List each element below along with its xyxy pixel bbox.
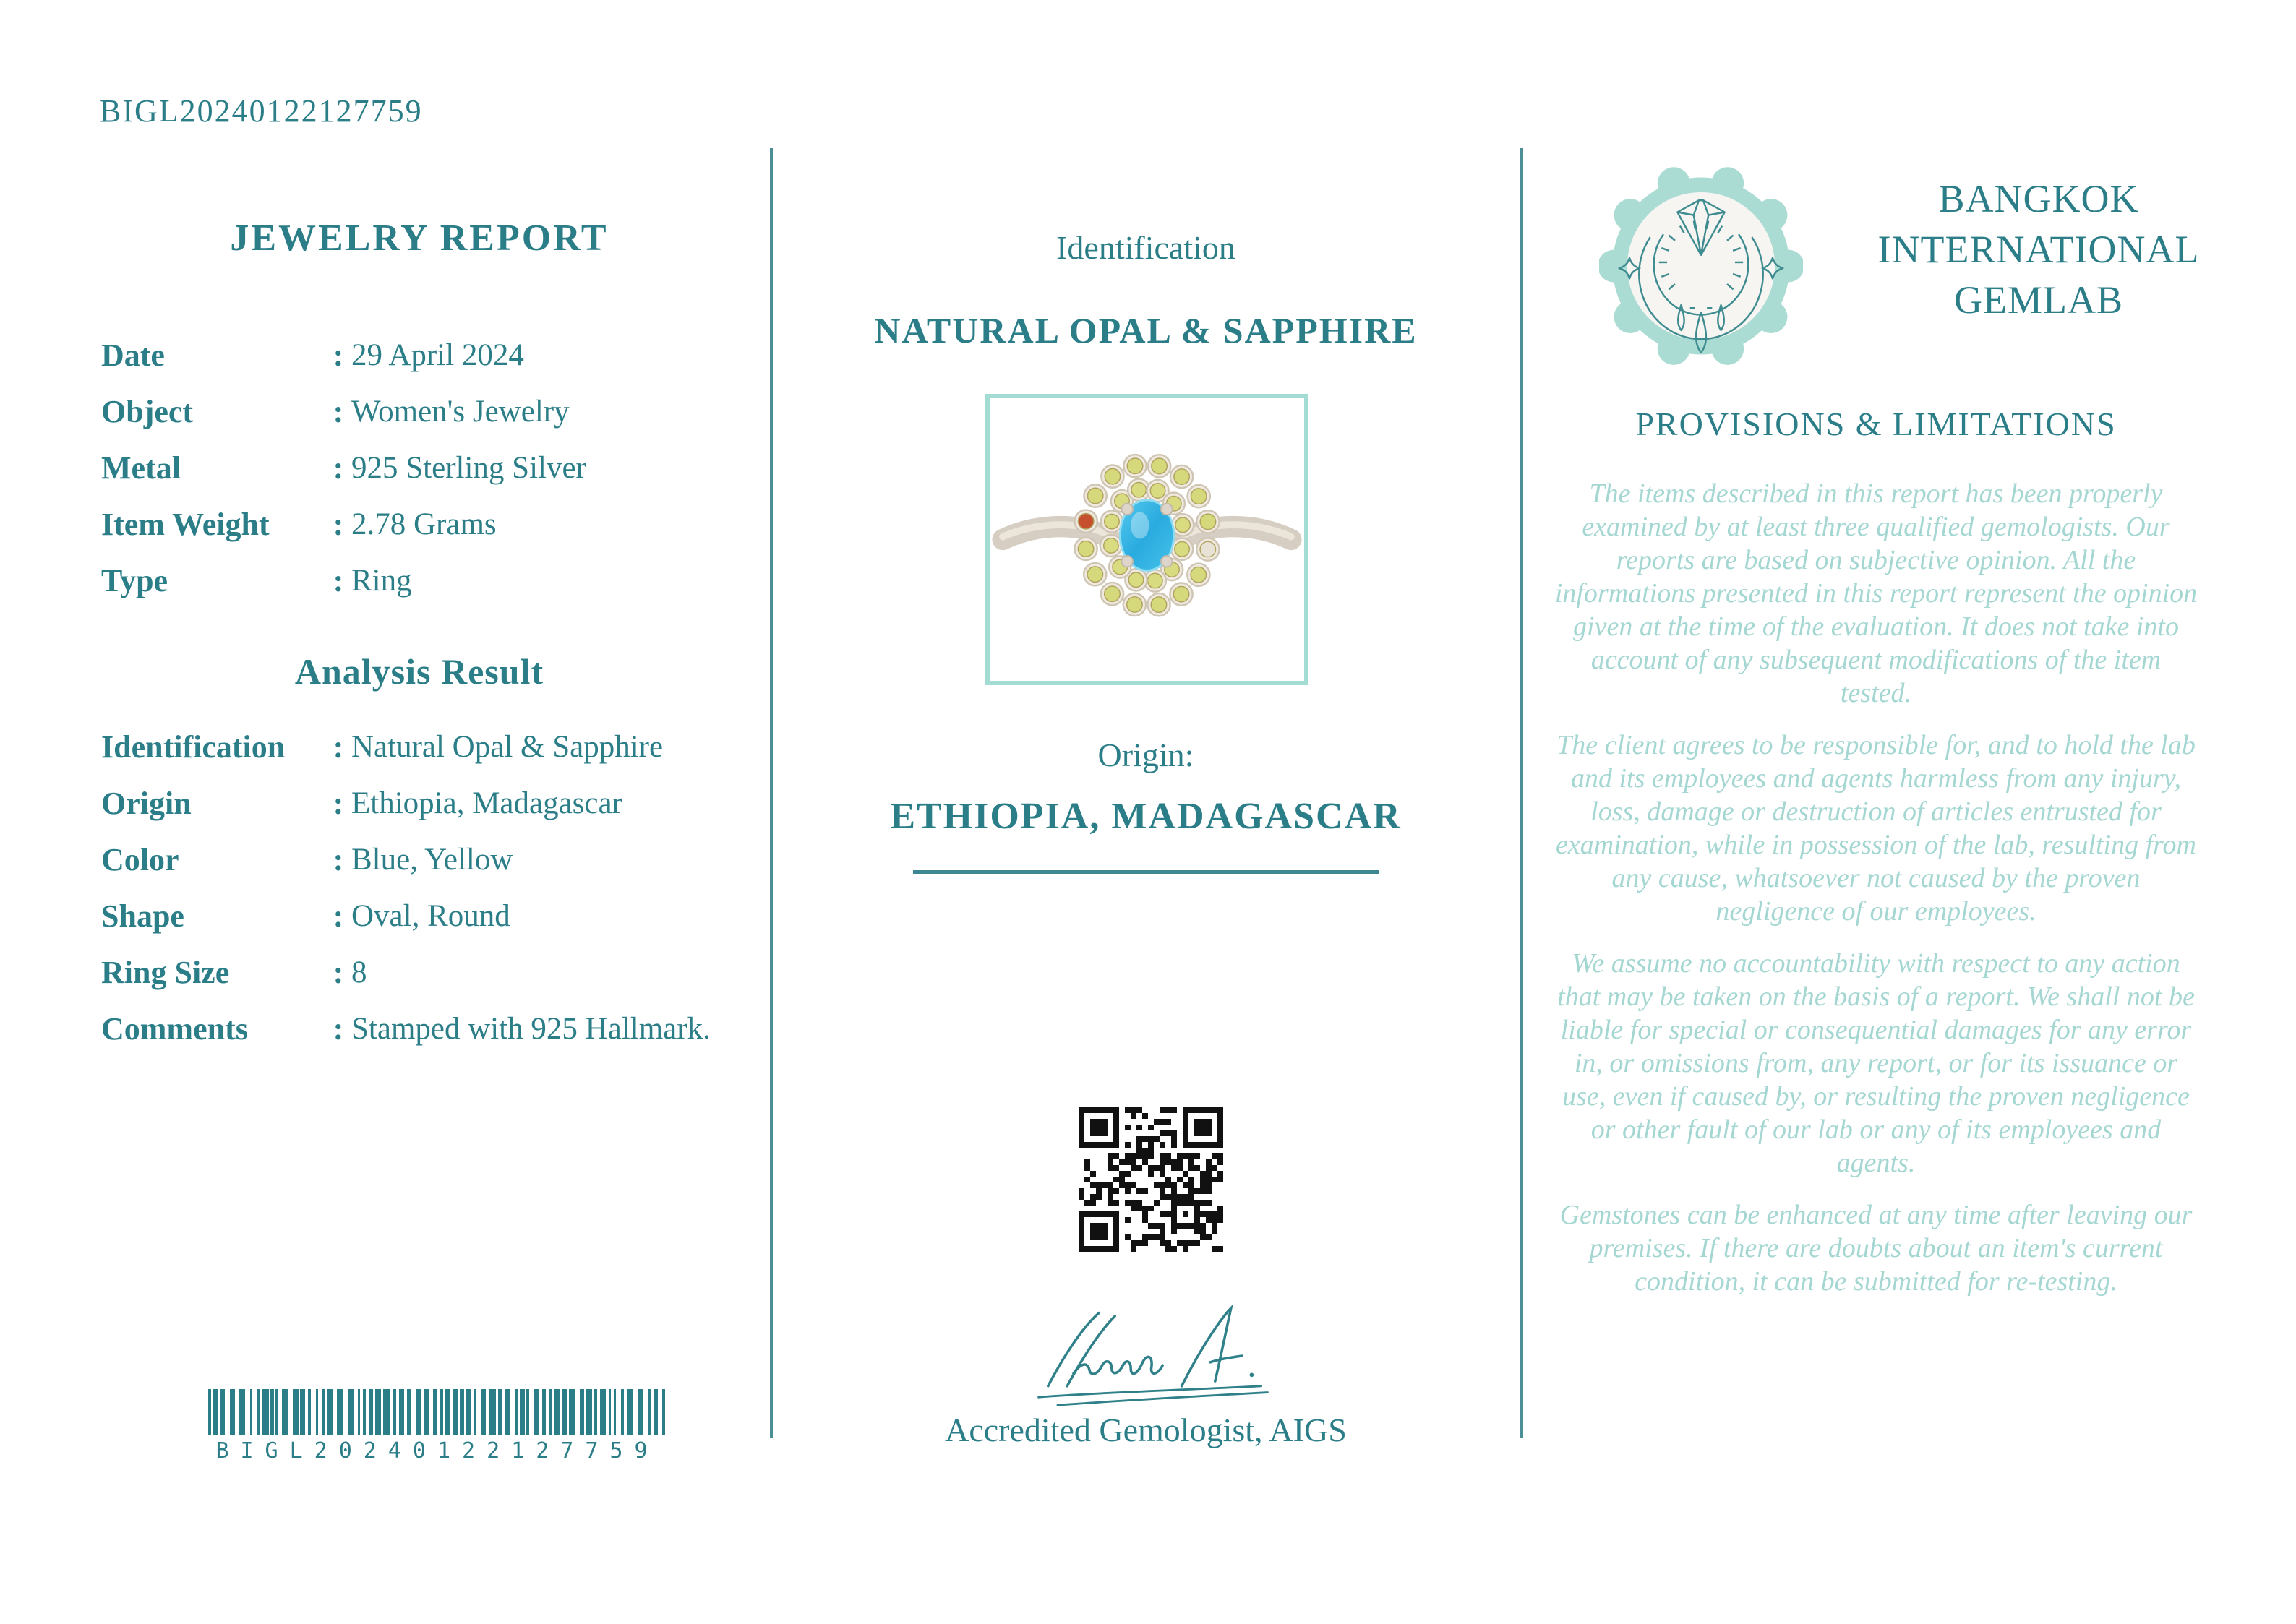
detail-label: Object [101, 394, 194, 429]
prong [1161, 504, 1173, 515]
analysis-label: Shape [101, 898, 184, 934]
detail-row [101, 340, 752, 371]
detail-value: 925 Sterling Silver [351, 451, 586, 485]
detail-row [101, 396, 752, 428]
analysis-result-title: Analysis Result [294, 651, 544, 692]
analysis-row [101, 788, 752, 820]
gem-identification: NATURAL OPAL & SAPPHIRE [874, 310, 1418, 351]
column-divider-right [1520, 148, 1523, 1438]
analysis-row [101, 957, 752, 989]
analysis-row [101, 844, 752, 876]
detail-row [101, 565, 752, 597]
lab-name-line: INTERNATIONAL [1877, 228, 2200, 271]
detail-label: Type [101, 563, 168, 598]
prong [1161, 556, 1173, 567]
colon: : [333, 786, 344, 821]
signature-scribble [994, 1292, 1312, 1412]
origin-underline [913, 870, 1379, 874]
detail-value: Women's Jewelry [351, 395, 570, 429]
analysis-value: Stamped with 925 Hallmark. [351, 1012, 711, 1046]
colon: : [333, 1011, 344, 1047]
barcode [208, 1389, 667, 1464]
origin-heading: Origin: [1097, 736, 1194, 773]
analysis-label: Color [101, 842, 179, 877]
colon: : [333, 898, 344, 934]
colon: : [333, 394, 344, 429]
colon: : [333, 507, 344, 542]
analysis-value: Ethiopia, Madagascar [351, 786, 622, 820]
prong [1121, 504, 1133, 515]
colon: : [333, 450, 344, 486]
provisions-paragraph: The items described in this report has been properly examined by at least three qualified gemologists. Our reports are based on subjective opinion. All the informations presented in this report represent the opinion given at the time of the evaluation. It does not take into account of any subsequent modifications of the item tested. [1554, 478, 2198, 708]
analysis-label: Identification [101, 729, 286, 765]
analysis-row [101, 898, 752, 934]
provisions-paragraphs [1554, 477, 2198, 1317]
prong [1121, 556, 1133, 567]
detail-label: Date [101, 338, 165, 373]
qr-code-image [1079, 1107, 1223, 1252]
analysis-value: Oval, Round [351, 899, 510, 933]
report-number: BIGL20240122127759 [100, 93, 423, 129]
detail-row [101, 452, 752, 484]
provisions-paragraph: We assume no accountability with respect to any action that may be taken on the basis of a report. We shall not be liable for special or consequential damages for any error in, or omissions from, any report, or for its issuance or use, even if caused by, or resulting the proven negligence or other fault of our lab or any of its employees and agents. [1557, 948, 2195, 1178]
jewelry-photo [985, 394, 1308, 685]
gemlab-badge-icon [1599, 158, 1803, 371]
details-list [101, 340, 752, 622]
barcode-text: BIGL20240122127759 [215, 1438, 659, 1464]
signatory-title: Accredited Gemologist, AIGS [945, 1412, 1347, 1448]
colon: : [333, 563, 344, 598]
origin-value: ETHIOPIA, MADAGASCAR [890, 796, 1402, 837]
lab-name [1815, 173, 2263, 325]
analysis-label: Origin [101, 786, 192, 821]
qr-code [1079, 1107, 1223, 1252]
analysis-label: Comments [101, 1011, 248, 1047]
analysis-row [101, 1013, 752, 1045]
analysis-list [101, 731, 752, 1070]
detail-label: Metal [101, 450, 181, 486]
detail-value: Ring [351, 564, 412, 598]
lab-name-line: BANGKOK [1938, 177, 2139, 220]
colon: : [333, 729, 344, 765]
ring-illustration [990, 398, 1304, 681]
analysis-value: 8 [351, 955, 367, 989]
analysis-label: Ring Size [101, 955, 230, 990]
colon: : [333, 842, 344, 877]
identification-heading: Identification [1056, 229, 1235, 266]
lab-logo [1599, 158, 1803, 371]
gemologist-signature [994, 1292, 1312, 1412]
column-divider-left [770, 148, 773, 1438]
provisions-paragraph: Gemstones can be enhanced at any time after leaving our premises. If there are doubts about an item's current condition, it can be submitted for re-testing. [1559, 1200, 2193, 1297]
provisions-paragraph: The client agrees to be responsible for, and to hold the lab and its employees and agents harmless from any injury, loss, damage or destruction of articles entrusted for examination, while in possession of the lab, resulting from any cause, whatsoever not caused by the proven negligence of our employees. [1556, 730, 2196, 927]
provisions-title: PROVISIONS & LIMITATIONS [1635, 405, 2117, 442]
analysis-value: Blue, Yellow [351, 843, 513, 877]
report-title: JEWELRY REPORT [230, 218, 609, 259]
detail-label: Item Weight [101, 507, 270, 542]
detail-value: 2.78 Grams [351, 507, 497, 541]
barcode-bars [208, 1389, 667, 1435]
colon: : [333, 955, 344, 990]
detail-row [101, 509, 752, 541]
analysis-row [101, 731, 752, 763]
detail-value: 29 April 2024 [351, 338, 524, 372]
analysis-value: Natural Opal & Sapphire [351, 730, 664, 764]
lab-name-line: GEMLAB [1954, 278, 2123, 322]
colon: : [333, 338, 344, 373]
